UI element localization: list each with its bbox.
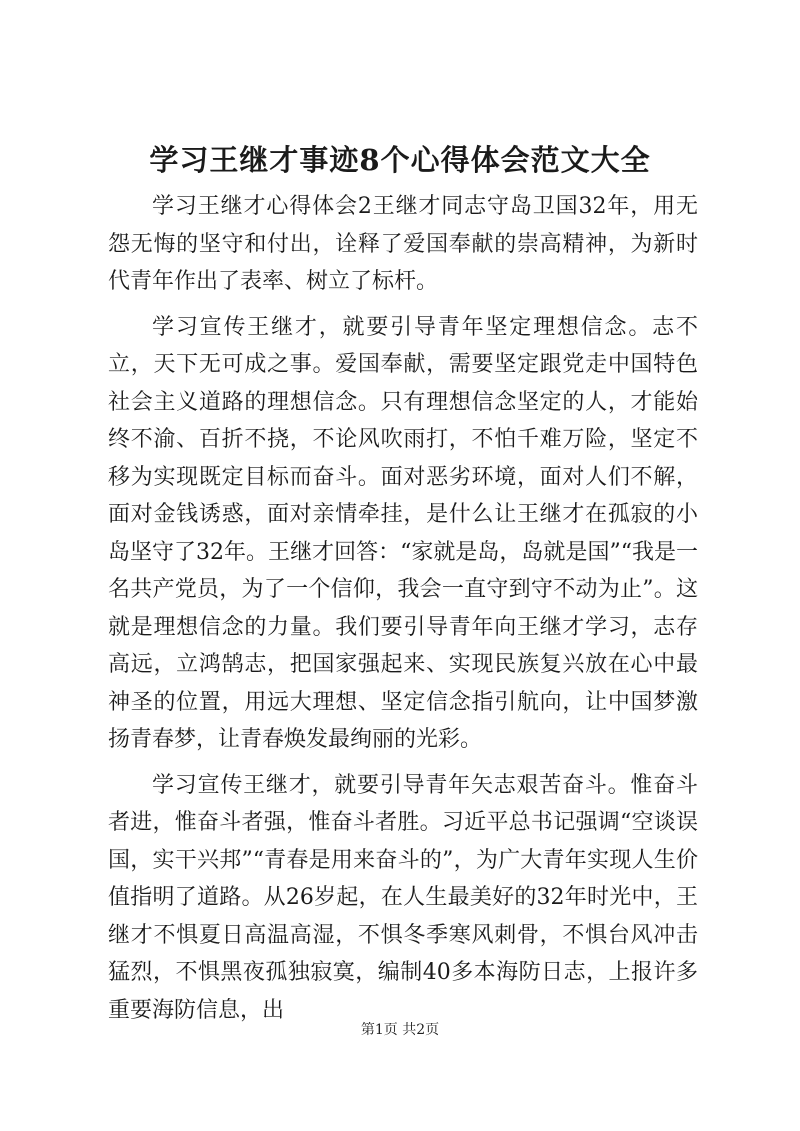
paragraph-1: 学习王继才心得体会2王继才同志守岛卫国32年，用无怨无悔的坚守和付出，诠释了爱国奉献的崇高精神，为新时代青年作出了表率、树立了标杆。 xyxy=(108,194,698,294)
document-title: 学习王继才事迹8个心得体会范文大全 xyxy=(149,143,651,177)
paragraph-2: 学习宣传王继才，就要引导青年坚定理想信念。志不立，天下无可成之事。爱国奉献，需要坚定跟党走中国特色社会主义道路的理想信念。只有理想信念坚定的人，才能始终不渝、百折不挠，不论风吹雨打，不怕千难万险，坚定不移为实现既定目标而奋斗。面对恶劣环境，面对人们不解，面对金钱诱惑，面对亲情牵挂，是什么让王继才在孤寂的小岛坚守了32年。王继才回答：“家就是岛，岛就是国”“我是一名共产党员，为了一个信仰，我会一直守到守不动为止”。这就是理想信念的力量。我们要引导青年向王继才学习，志存高远，立鸿鹄志，把国家强起来、实现民族复兴放在心中最神圣的位置，用远大理想、坚定信念指引航向，让中国梦激扬青春梦，让青春焕发最绚丽的光彩。 xyxy=(108,314,698,752)
page-number: 第1页 共2页 xyxy=(360,1022,440,1038)
document-body xyxy=(108,188,698,1037)
paragraph-3: 学习宣传王继才，就要引导青年矢志艰苦奋斗。惟奋斗者进，惟奋斗者强，惟奋斗者胜。习近平总书记强调“空谈误国，实干兴邦”“青春是用来奋斗的”，为广大青年实现人生价值指明了道路。从26岁起，在人生最美好的32年时光中，王继才不惧夏日高温高湿，不惧冬季寒风刺骨，不惧台风冲击猛烈，不惧黑夜孤独寂寞，编制40多本海防日志，上报许多重要海防信息，出 xyxy=(108,772,698,1023)
